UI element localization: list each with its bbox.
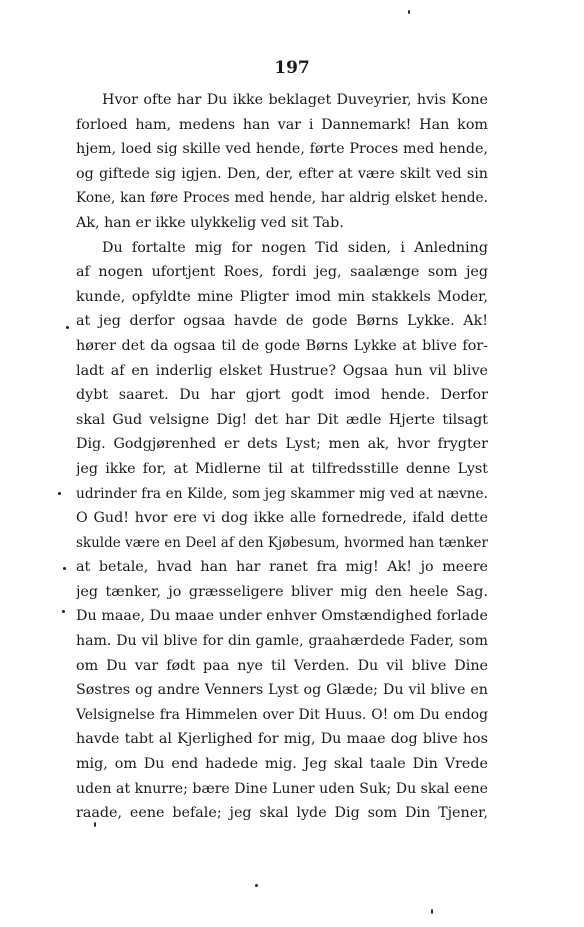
text-line: mig, om Du end hadede mig. Jeg skal taale Din Vrede <box>76 756 488 773</box>
print-speck <box>94 822 96 827</box>
print-speck <box>431 909 433 914</box>
text-line: Søstres og andre Venners Lyst og Glæde; Du vil blive en <box>76 682 488 699</box>
print-speck <box>58 492 61 495</box>
text-line: forloed ham, medens han var i Dannemark! Han kom <box>76 116 488 133</box>
text-line: raade, eene befale; jeg skal lyde Dig som Din Tjener, <box>76 805 488 822</box>
print-speck <box>255 884 258 887</box>
text-line: Ak, han er ikke ulykkelig ved sit Tab. <box>76 214 344 231</box>
text-line: ham. Du vil blive for din gamle, graahærdede Fader, som <box>76 633 488 650</box>
text-line: og giftede sig igjen. Den, der, efter at være skilt ved sin <box>76 165 488 182</box>
text-line: Du fortalte mig for nogen Tid siden, i Anledning <box>102 239 488 256</box>
text-line: hører det da ogsaa til de gode Børns Lykke at blive for- <box>76 337 488 354</box>
text-line: dybt saaret. Du har gjort godt imod hende. Derfor <box>76 387 488 404</box>
text-line: kunde, opfyldte mine Pligter imod min stakkels Moder, <box>76 288 488 305</box>
page-number: 197 <box>274 58 310 78</box>
text-line: udrinder fra en Kilde, som jeg skammer mig ved at nævne. <box>76 485 488 502</box>
print-speck <box>63 567 66 570</box>
text-line: Kone, kan føre Proces med hende, har aldrig elsket hende. <box>76 190 488 207</box>
text-line: havde tabt al Kjerlighed for mig, Du maae dog blive hos <box>76 731 488 748</box>
text-line: om Du var født paa nye til Verden. Du vil blive Dine <box>76 657 488 674</box>
text-line: ladt af en inderlig elsket Hustrue? Ogsaa hun vil blive <box>76 362 488 379</box>
text-line: Hvor ofte har Du ikke beklaget Duveyrier, hvis Kone <box>102 92 488 108</box>
print-speck <box>66 326 69 329</box>
text-line: Dig. Godgjørenhed er dets Lyst; men ak, hvor frygter <box>76 436 488 453</box>
text-line: uden at knurre; bære Dine Luner uden Suk; Du skal eene <box>76 780 488 797</box>
print-speck <box>62 610 65 613</box>
body-text <box>76 88 488 826</box>
text-line: at betale, hvad han har ranet fra mig! Ak! jo meere <box>76 559 488 576</box>
text-line: skal Gud velsigne Dig! det har Dit ædle Hjerte tilsagt <box>76 411 488 428</box>
text-line: jeg tænker, jo græsseligere bliver mig den heele Sag. <box>76 583 488 600</box>
text-line: Velsignelse fra Himmelen over Dit Huus. O! om Du endog <box>76 706 488 723</box>
text-line: O Gud! hvor ere vi dog ikke alle fornedrede, ifald dette <box>76 510 488 527</box>
text-line: af nogen ufortjent Roes, fordi jeg, saalænge som jeg <box>76 264 488 281</box>
text-line: at jeg derfor ogsaa havde de gode Børns Lykke. Ak! <box>76 313 488 330</box>
print-speck <box>408 10 410 14</box>
text-line: Du maae, Du maae under enhver Omstændighed forlade <box>76 608 488 625</box>
text-line: hjem, loed sig skille ved hende, førte Proces med hende, <box>76 141 488 158</box>
text-line: jeg ikke for, at Midlerne til at tilfredsstille denne Lyst <box>76 460 488 477</box>
text-line: skulde være en Deel af den Kjøbesum, hvormed han tænker <box>76 534 488 551</box>
